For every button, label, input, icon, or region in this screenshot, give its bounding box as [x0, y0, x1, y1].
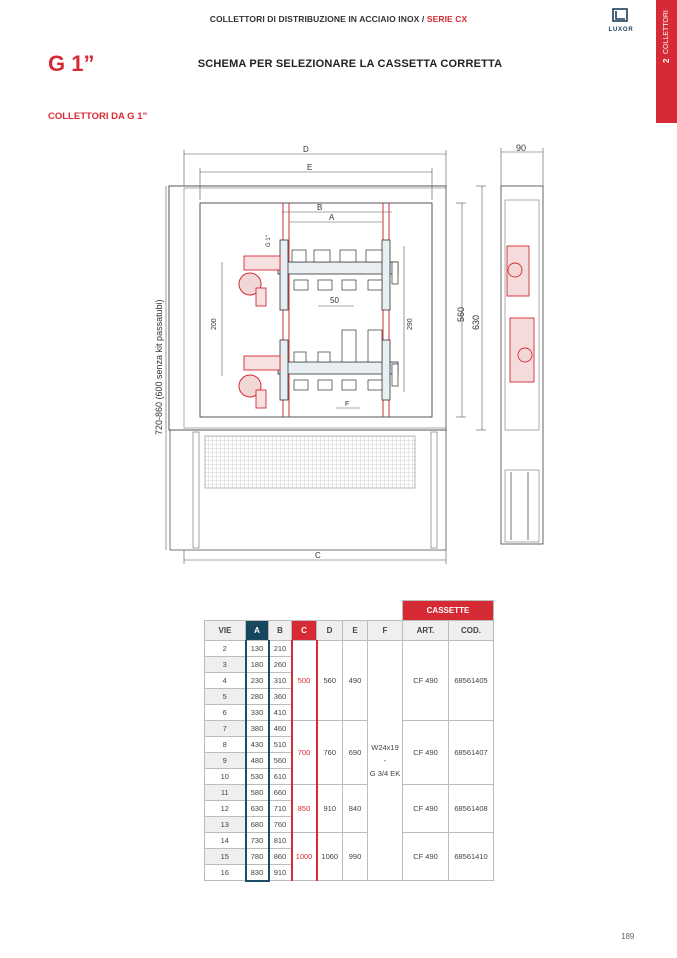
- header-f: F: [368, 621, 403, 641]
- cell-b: 760: [269, 817, 292, 833]
- dim-e-label: E: [307, 163, 313, 172]
- cell-a: 280: [246, 689, 269, 705]
- dimension-d: [184, 150, 446, 186]
- brand-name: LUXOR: [608, 27, 634, 33]
- cell-b: 610: [269, 769, 292, 785]
- lower-valve-group: [239, 356, 280, 408]
- cell-a: 330: [246, 705, 269, 721]
- cell-e: 490: [343, 641, 368, 721]
- cell-a: 530: [246, 769, 269, 785]
- cell-a: 780: [246, 849, 269, 865]
- cell-vie: 11: [205, 785, 246, 801]
- cassette-header: CASSETTE: [403, 601, 494, 621]
- cell-vie: 14: [205, 833, 246, 849]
- series-text: COLLETTORI DI DISTRIBUZIONE IN ACCIAIO INOX /: [209, 14, 427, 24]
- section-title: COLLETTORI DA G 1”: [48, 111, 148, 122]
- cell-vie: 10: [205, 769, 246, 785]
- cell-vie: 7: [205, 721, 246, 737]
- table-row: [205, 833, 494, 849]
- side-view: [501, 148, 543, 544]
- cell-vie: 13: [205, 817, 246, 833]
- cell-a: 380: [246, 721, 269, 737]
- cell-b: 410: [269, 705, 292, 721]
- cell-b: 860: [269, 849, 292, 865]
- cell-vie: 4: [205, 673, 246, 689]
- dim-50-label: 50: [330, 296, 339, 305]
- cell-d: 910: [317, 785, 343, 833]
- table-row: [205, 785, 494, 801]
- cell-b: 510: [269, 737, 292, 753]
- cell-b: 910: [269, 865, 292, 881]
- dim-90-label: 90: [516, 143, 527, 153]
- cell-a: 430: [246, 737, 269, 753]
- cell-d: 560: [317, 641, 343, 721]
- cell-b: 210: [269, 641, 292, 657]
- cell-b: 710: [269, 801, 292, 817]
- chapter-number: 2: [662, 58, 671, 64]
- cell-vie: 9: [205, 753, 246, 769]
- cell-e: 840: [343, 785, 368, 833]
- dim-630-label: 630: [471, 314, 481, 330]
- cell-cod: 68561408: [449, 785, 494, 833]
- cell-cod: 68561405: [449, 641, 494, 721]
- selection-table: [204, 600, 494, 882]
- dim-a-label: A: [329, 213, 335, 222]
- cabinet-outer: [169, 186, 446, 430]
- cell-art: CF 490: [403, 641, 449, 721]
- dimension-e: [200, 168, 432, 200]
- cell-d: 1060: [317, 833, 343, 881]
- page-title: SCHEMA PER SELEZIONARE LA CASSETTA CORRETTA: [197, 58, 503, 70]
- header-c: C: [292, 621, 317, 641]
- lower-manifold: [278, 330, 398, 400]
- dim-b-label: B: [317, 203, 323, 212]
- cell-e: 990: [343, 833, 368, 881]
- header-e: E: [343, 621, 368, 641]
- cell-vie: 15: [205, 849, 246, 865]
- cell-b: 560: [269, 753, 292, 769]
- cell-a: 680: [246, 817, 269, 833]
- cell-f: [368, 641, 403, 881]
- f-value-line: -: [383, 756, 387, 765]
- cell-b: 460: [269, 721, 292, 737]
- page-number: 189: [621, 932, 635, 941]
- cell-a: 180: [246, 657, 269, 673]
- dim-290-label: 290: [407, 318, 414, 330]
- size-title: G 1”: [48, 51, 95, 76]
- cell-cod: 68561410: [449, 833, 494, 881]
- cell-vie: 2: [205, 641, 246, 657]
- cell-c: 1000: [292, 833, 317, 881]
- cell-a: 230: [246, 673, 269, 689]
- ventilation-grille: [205, 436, 415, 488]
- cell-a: 830: [246, 865, 269, 881]
- cell-b: 260: [269, 657, 292, 673]
- dim-f-label: F: [345, 401, 350, 408]
- cell-a: 630: [246, 801, 269, 817]
- dim-200-label: 200: [211, 318, 218, 330]
- cell-c: 850: [292, 785, 317, 833]
- header-vie: VIE: [205, 621, 246, 641]
- header-cod: COD.: [449, 621, 494, 641]
- table-row: [205, 641, 494, 657]
- cell-art: CF 490: [403, 833, 449, 881]
- cell-c: 700: [292, 721, 317, 785]
- cell-b: 810: [269, 833, 292, 849]
- cell-cod: 68561407: [449, 721, 494, 785]
- upper-valve-group: [239, 256, 280, 306]
- dim-c-label: C: [315, 551, 321, 560]
- cell-vie: 6: [205, 705, 246, 721]
- cell-a: 480: [246, 753, 269, 769]
- cell-vie: 5: [205, 689, 246, 705]
- cell-vie: 3: [205, 657, 246, 673]
- f-value-line: G 3/4 EK: [369, 769, 401, 778]
- cell-a: 130: [246, 641, 269, 657]
- cell-a: 580: [246, 785, 269, 801]
- f-value-line: W24x19: [371, 743, 399, 752]
- dim-d-label: D: [303, 145, 309, 154]
- cell-b: 310: [269, 673, 292, 689]
- chapter-label: COLLETTORI: [663, 10, 670, 54]
- header-a: A: [246, 621, 269, 641]
- cell-a: 730: [246, 833, 269, 849]
- table-row: [205, 721, 494, 737]
- table-header-row: [205, 621, 494, 641]
- cell-vie: 16: [205, 865, 246, 881]
- header-d: D: [317, 621, 343, 641]
- series-accent: SERIE CX: [426, 14, 468, 24]
- cell-vie: 8: [205, 737, 246, 753]
- cell-art: CF 490: [403, 785, 449, 833]
- header-b: B: [269, 621, 292, 641]
- cell-c: 500: [292, 641, 317, 721]
- thread-label: G 1": [266, 235, 272, 247]
- header-art: ART.: [403, 621, 449, 641]
- cell-art: CF 490: [403, 721, 449, 785]
- dim-560-label: 560: [456, 306, 466, 322]
- cell-b: 660: [269, 785, 292, 801]
- cell-vie: 12: [205, 801, 246, 817]
- cell-d: 760: [317, 721, 343, 785]
- cell-b: 360: [269, 689, 292, 705]
- height-label: 720-860 (600 senza kit passatubi): [154, 299, 164, 435]
- cell-e: 690: [343, 721, 368, 785]
